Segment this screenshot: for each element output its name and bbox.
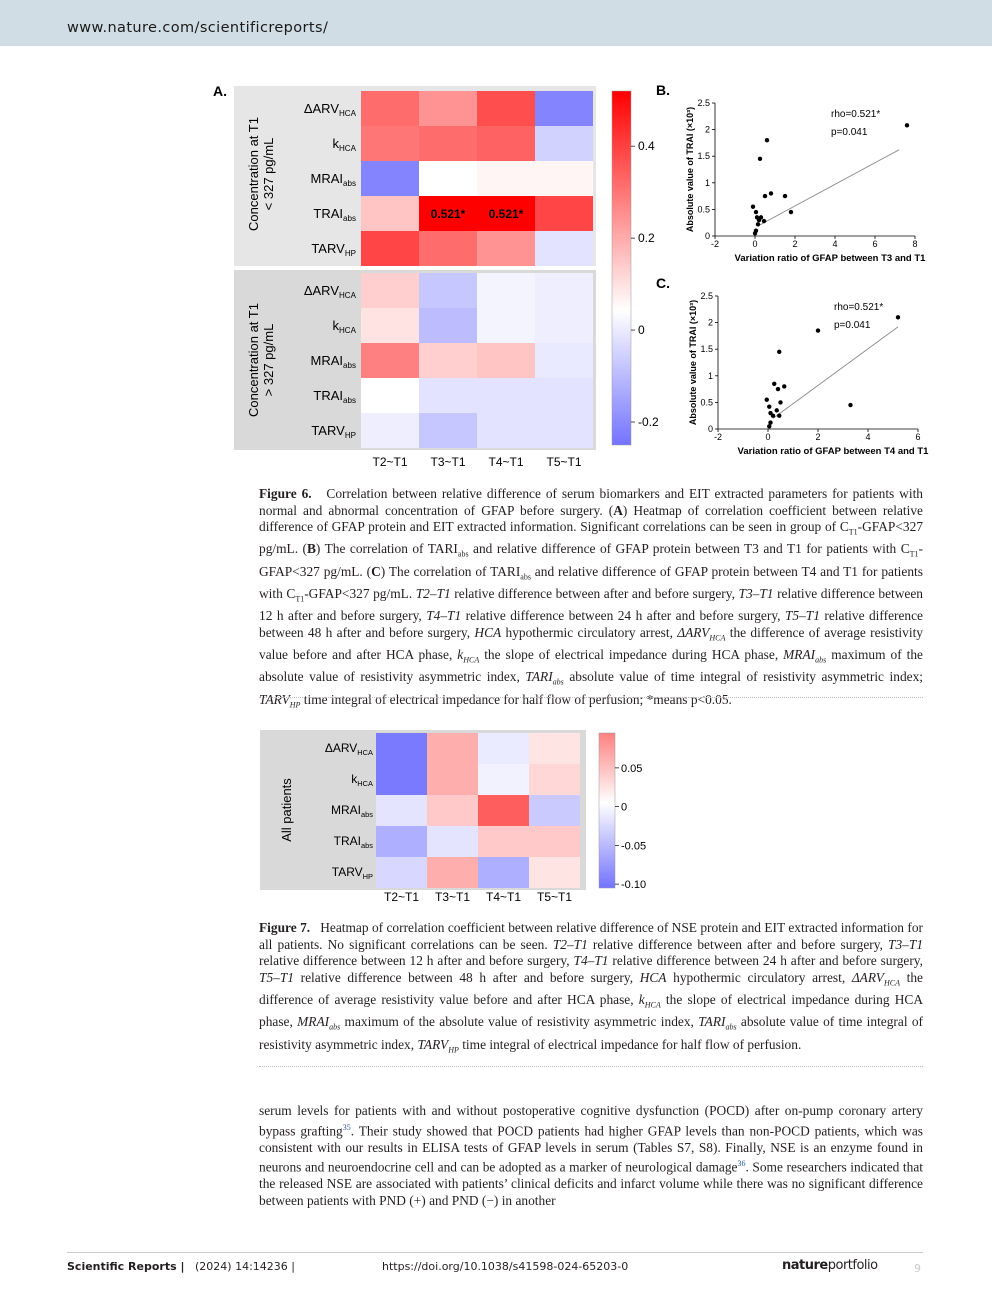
publisher-logo: natureportfolio — [782, 1258, 878, 1273]
heatmap-cell — [361, 196, 419, 231]
x-tick-label: 0 — [765, 432, 771, 442]
page-number: 9 — [914, 1262, 921, 1275]
heatmap-cell — [376, 733, 427, 764]
trend-line — [773, 327, 898, 419]
data-point — [782, 384, 786, 388]
y-tick-label: 2 — [707, 317, 713, 328]
heatmap-cell — [535, 126, 593, 161]
heatmap-cell — [477, 161, 535, 196]
p-annotation: p=0.041 — [834, 320, 871, 331]
heatmap-cell — [376, 764, 427, 795]
heatmap-cell — [477, 308, 535, 343]
x-tick-label: -2 — [710, 239, 720, 249]
heatmap-cell — [419, 126, 477, 161]
citation: (2024) 14:14236 | — [195, 1260, 295, 1273]
data-point — [763, 194, 767, 198]
data-point — [775, 408, 779, 412]
top-bar — [0, 0, 992, 46]
heatmap-cell — [535, 273, 593, 308]
group-2-row-label: $MRAI_{abs}$ — [310, 353, 356, 370]
heatmap-cell — [361, 126, 419, 161]
row-label: $MRAI_{abs}$ — [331, 803, 373, 819]
y-tick-label: 1.5 — [700, 344, 713, 355]
group-1-label-sub: < 327 pg/mL — [261, 137, 276, 211]
heatmap-cell — [361, 161, 419, 196]
x-tick-label: 6 — [915, 432, 921, 442]
panel-label: C. — [656, 275, 670, 291]
reference-36[interactable]: 36 — [737, 1159, 746, 1169]
heatmap-cell — [361, 308, 419, 343]
separator — [259, 697, 923, 698]
column-label: T2~T1 — [372, 455, 408, 469]
colorbar-tick-label: 0 — [621, 801, 628, 814]
heatmap-cell — [535, 196, 593, 231]
heatmap-cell — [419, 413, 477, 448]
heatmap-cell — [535, 91, 593, 126]
group-2-row-label: $TRAI_{abs}$ — [313, 388, 356, 405]
heatmap-cell — [419, 91, 477, 126]
panel-label-a: A. — [213, 83, 227, 99]
heatmap-cell — [376, 857, 427, 888]
x-tick-label: -2 — [713, 432, 723, 442]
x-tick-label: 4 — [865, 432, 871, 442]
x-tick-label: 0 — [752, 239, 758, 249]
group-2-row-label: $k_{HCA}$ — [332, 318, 356, 335]
heatmap-cell — [477, 413, 535, 448]
journal-name: Scientific Reports | — [67, 1260, 185, 1273]
heatmap-cell — [419, 378, 477, 413]
data-point — [756, 222, 760, 226]
data-point — [762, 219, 766, 223]
heatmap-cell — [361, 413, 419, 448]
reference-35[interactable]: 35 — [342, 1122, 351, 1132]
heatmap-cell — [529, 764, 580, 795]
figure-7-heatmap — [260, 730, 646, 904]
y-axis-label: Absolute value of TRAI (×10³) — [688, 299, 698, 426]
figure-7-caption: Figure 7. Heatmap of correlation coefficient between relative difference of NSE protein and EIT extracted information for all patients. No significant correlations can be seen. T2–T1 relative difference between after and before surgery, T3–T1 relative difference between 12 h after and before surgery, T4–T1 relative difference between 24 h after and before surgery, T5–T1 relative difference between 48 h after and before surgery, HCA hypothermic circulatory arrest, $\Delta ARV_{HCA}$ the difference of average resistivity value before and after HCA phase, $k_{HCA}$ the slope of electrical impedance during HCA phase, $MRAI_{abs}$ maximum of the absolute value of resistivity asymmetric index, $TARI_{abs}$ absolute value of time integral of resistivity asymmetric index, $TARV_{HP}$ time integral of electrical impedance for half flow of perfusion. — [259, 920, 924, 1055]
heatmap-cell — [535, 231, 593, 266]
colorbar-tick-label: 0 — [638, 323, 645, 338]
group-2-label-sub: > 327 pg/mL — [261, 323, 276, 397]
column-label: T3~T1 — [434, 890, 471, 904]
heatmap-cell — [361, 273, 419, 308]
column-label: T4~T1 — [485, 890, 522, 904]
heatmap-cell — [477, 378, 535, 413]
y-tick-label: 0 — [707, 424, 713, 434]
data-point — [751, 205, 755, 209]
data-point — [769, 191, 773, 195]
body-paragraph: serum levels for patients with and without postoperative cognitive dysfunction (POCD) after on-pump coronary artery bypass grafting$^{35}$. Their study showed that POCD patients had higher GFAP levels than non-POCD patients, which was consistent with our results in ELISA tests of GFAP levels in serum (Tables S7, S8). Finally, NSE is an enzyme found in neurons and neuroendocrine cell and can be adopted as a marker of neurological damage$^{36}$. Some researchers indicated that the released NSE are associated with patients’ clinical deficits and infarct volume while there was no significant difference between patients with PND (+) and PND (−) in another — [259, 1103, 924, 1208]
y-tick-label: 0 — [704, 231, 710, 241]
group-2-label: Concentration at T1 — [246, 303, 261, 417]
trend-line — [759, 150, 899, 226]
group-1-label: Concentration at T1 — [246, 117, 261, 231]
column-label: T4~T1 — [488, 455, 524, 469]
heatmap-cell — [529, 826, 580, 857]
group-label: All patients — [279, 778, 294, 842]
heatmap-cell — [376, 795, 427, 826]
data-point — [896, 315, 900, 319]
heatmap-cell — [427, 733, 478, 764]
x-axis-label: Variation ratio of GFAP between T4 and T1 — [737, 446, 929, 457]
heatmap-cell — [477, 343, 535, 378]
heatmap-cell — [419, 343, 477, 378]
group-2-row-label: $TARV_{HP}$ — [311, 423, 356, 440]
data-point — [783, 194, 787, 198]
colorbar — [599, 733, 615, 888]
data-point — [816, 328, 820, 332]
cell-annotation: 0.521* — [430, 207, 466, 221]
data-point — [754, 210, 758, 214]
heatmap-cell — [535, 378, 593, 413]
column-label: T5~T1 — [536, 890, 573, 904]
y-tick-label: 0.5 — [697, 204, 710, 215]
heatmap-cell — [478, 764, 529, 795]
column-label: T5~T1 — [546, 455, 582, 469]
x-tick-label: 4 — [832, 239, 838, 249]
data-point — [768, 420, 772, 424]
data-point — [767, 424, 771, 428]
doi-link[interactable]: https://doi.org/10.1038/s41598-024-65203-0 — [382, 1260, 629, 1273]
row-label: $TARV_{HP}$ — [331, 865, 373, 881]
heatmap-cell — [419, 161, 477, 196]
colorbar-tick-label: 0.2 — [638, 231, 655, 246]
heatmap-cell — [361, 378, 419, 413]
x-tick-label: 2 — [815, 432, 821, 442]
rho-annotation: rho=0.521* — [834, 302, 884, 313]
data-point — [778, 400, 782, 404]
data-point — [758, 157, 762, 161]
row-label: $k_{HCA}$ — [351, 772, 373, 788]
figure-6a-heatmap — [213, 83, 659, 469]
y-tick-label: 2.5 — [700, 291, 713, 301]
footer-divider — [67, 1252, 923, 1253]
heatmap-cell — [529, 795, 580, 826]
data-point — [777, 414, 781, 418]
column-label: T3~T1 — [430, 455, 466, 469]
heatmap-cell — [427, 826, 478, 857]
heatmap-cell — [478, 733, 529, 764]
heatmap-cell — [535, 413, 593, 448]
group-1-row-label: $TARV_{HP}$ — [311, 241, 356, 258]
heatmap-cell — [361, 231, 419, 266]
heatmap-cell — [478, 857, 529, 888]
column-label: T2~T1 — [383, 890, 420, 904]
figure-6-caption: Figure 6. Correlation between relative difference of serum biomarkers and EIT extracted parameters for patients with normal and abnormal concentration of GFAP before surgery. (A) Heatmap of correlation coefficient between relative difference of GFAP protein and EIT extracted information. Significant correlations can be seen in group of $C_{T1}-GFAP<327$ pg/mL. (B) The correlation of $TARI_{abs}$ and relative difference of GFAP protein between T3 and T1 for patients with $C_{T1}-GFAP<327$ pg/mL. (C) The correlation of $TARI_{abs}$ and relative difference of GFAP protein between T4 and T1 for patients with $C_{T1}-GFAP<327$ pg/mL. T2–T1 relative difference between after and before surgery, T3–T1 relative difference between 12 h after and before surgery, T4–T1 relative difference between 24 h after and before surgery, T5–T1 relative difference between 48 h after and before surgery, HCA hypothermic circulatory arrest, $\Delta ARV_{HCA}$ the difference of average resistivity value before and after HCA phase, $k_{HCA}$ the slope of electrical impedance during HCA phase, $MRAI_{abs}$ maximum of the absolute value of resistivity asymmetric index, $TARI_{abs}$ absolute value of time integral of resistivity asymmetric index; $TARV_{HP}$ time integral of electrical impedance for half flow of perfusion; *means p<0.05. — [259, 486, 924, 710]
group-1-row-label: $k_{HCA}$ — [332, 136, 356, 153]
heatmap-cell — [376, 826, 427, 857]
data-point — [905, 123, 909, 127]
heatmap-cell — [477, 126, 535, 161]
figure-7 — [258, 728, 658, 908]
rho-annotation: rho=0.521* — [831, 109, 881, 120]
row-label: $TRAI_{abs}$ — [333, 834, 373, 850]
figure-6 — [200, 78, 930, 476]
heatmap-cell — [477, 273, 535, 308]
colorbar-tick-label: -0.2 — [638, 415, 659, 430]
heatmap-cell — [427, 764, 478, 795]
heatmap-cell — [535, 161, 593, 196]
figure-6c-scatter — [656, 275, 929, 457]
heatmap-cell — [361, 343, 419, 378]
p-annotation: p=0.041 — [831, 127, 868, 138]
heatmap-cell — [477, 231, 535, 266]
figure-6-caption-label: Figure 6. — [259, 486, 312, 501]
x-tick-label: 6 — [872, 239, 878, 249]
y-tick-label: 1 — [704, 177, 710, 188]
x-tick-label: 8 — [912, 239, 918, 249]
data-point — [759, 215, 763, 219]
heatmap-cell — [529, 857, 580, 888]
data-point — [789, 210, 793, 214]
heatmap-cell — [529, 733, 580, 764]
colorbar-tick-label: 0.05 — [621, 762, 643, 775]
row-label: $\Delta ARV_{HCA}$ — [324, 741, 373, 757]
data-point — [772, 382, 776, 386]
colorbar-tick-label: -0.10 — [621, 879, 647, 892]
group-1-row-label: $TRAI_{abs}$ — [313, 206, 356, 223]
group-1-row-label: $\Delta ARV_{HCA}$ — [303, 101, 356, 118]
data-point — [767, 404, 771, 408]
cell-annotation: 0.521* — [488, 207, 524, 221]
y-tick-label: 2 — [704, 124, 710, 135]
heatmap-cell — [427, 795, 478, 826]
group-1-row-label: $MRAI_{abs}$ — [310, 171, 356, 188]
heatmap-cell — [478, 795, 529, 826]
data-point — [848, 403, 852, 407]
heatmap-cell — [419, 308, 477, 343]
heatmap-cell — [419, 231, 477, 266]
colorbar-tick-label: -0.05 — [621, 840, 647, 853]
x-tick-label: 2 — [792, 239, 798, 249]
y-tick-label: 1 — [707, 370, 713, 381]
data-point — [765, 398, 769, 402]
colorbar-tick-label: 0.4 — [638, 139, 655, 154]
data-point — [776, 387, 780, 391]
data-point — [777, 350, 781, 354]
separator — [259, 1066, 923, 1067]
heatmap-cell — [427, 857, 478, 888]
heatmap-cell — [535, 343, 593, 378]
y-tick-label: 0.5 — [700, 397, 713, 408]
group-2-row-label: $\Delta ARV_{HCA}$ — [303, 283, 356, 300]
x-axis-label: Variation ratio of GFAP between T3 and T1 — [734, 253, 926, 264]
figure-6b-scatter — [656, 82, 926, 264]
y-tick-label: 2.5 — [697, 98, 710, 108]
data-point — [753, 231, 757, 235]
heatmap-cell — [477, 91, 535, 126]
heatmap-cell — [419, 273, 477, 308]
site-url[interactable]: www.nature.com/scientificreports/ — [67, 20, 329, 36]
data-point — [771, 414, 775, 418]
data-point — [765, 138, 769, 142]
figure-7-caption-label: Figure 7. — [259, 920, 311, 935]
heatmap-cell — [535, 308, 593, 343]
y-axis-label: Absolute value of TRAI (×10³) — [685, 106, 695, 233]
panel-label: B. — [656, 82, 670, 98]
heatmap-cell — [478, 826, 529, 857]
colorbar — [612, 91, 631, 445]
y-tick-label: 1.5 — [697, 151, 710, 162]
heatmap-cell — [361, 91, 419, 126]
